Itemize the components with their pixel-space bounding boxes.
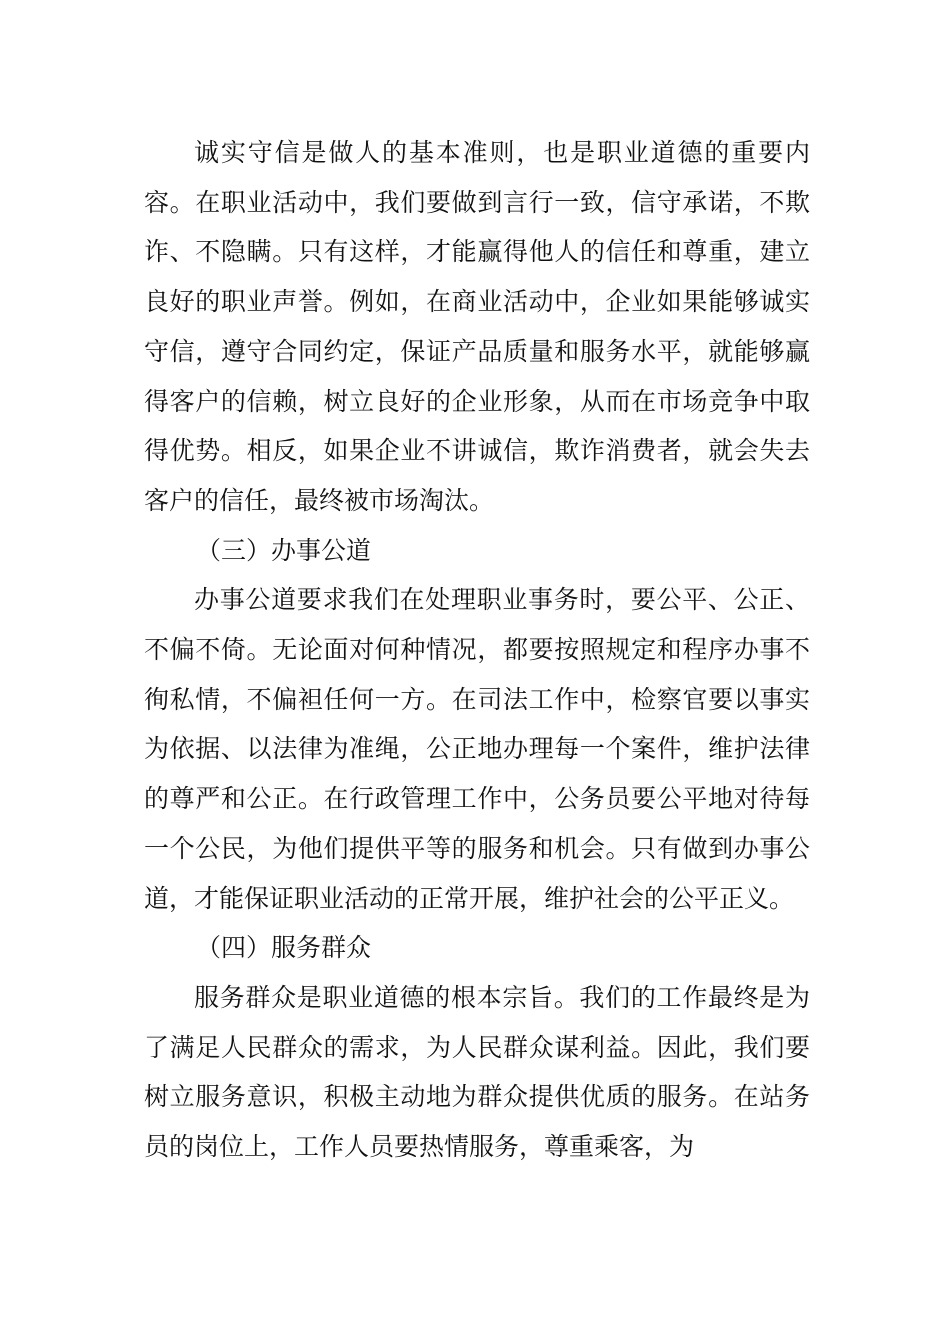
paragraph-fairness: 办事公道要求我们在处理职业事务时，要公平、公正、不偏不倚。无论面对何种情况，都要按照规定和程序办事不徇私情，不偏袒任何一方。在司法工作中，检察官要以事实为依据、以法律为准绳，公正地办理每一个案件，维护法律的尊严和公正。在行政管理工作中，公务员要公平地对待每一个公民，为他们提供平等的服务和机会。只有做到办事公道，才能保证职业活动的正常开展，维护社会的公平正义。: [144, 585, 810, 913]
paragraph-honesty: 诚实守信是做人的基本准则，也是职业道德的重要内容。在职业活动中，我们要做到言行一致，信守承诺，不欺诈、不隐瞒。只有这样，才能赢得他人的信任和尊重，建立良好的职业声誉。例如，在商业活动中，企业如果能够诚实守信，遵守合同约定，保证产品质量和服务水平，就能够赢得客户的信赖，树立良好的企业形象，从而在市场竞争中取得优势。相反，如果企业不讲诚信，欺诈消费者，就会失去客户的信任，最终被市场淘汰。: [144, 138, 810, 515]
section-heading-fairness: （三）办事公道: [196, 535, 372, 565]
paragraph-serve-public: 服务群众是职业道德的根本宗旨。我们的工作最终是为了满足人民群众的需求，为人民群众谋利益。因此，我们要树立服务意识，积极主动地为群众提供优质的服务。在站务员的岗位上，工作人员要热情服务，尊重乘客，为: [144, 982, 810, 1162]
section-heading-serve-public: （四）服务群众: [196, 933, 372, 963]
document-body: [144, 128, 810, 1172]
